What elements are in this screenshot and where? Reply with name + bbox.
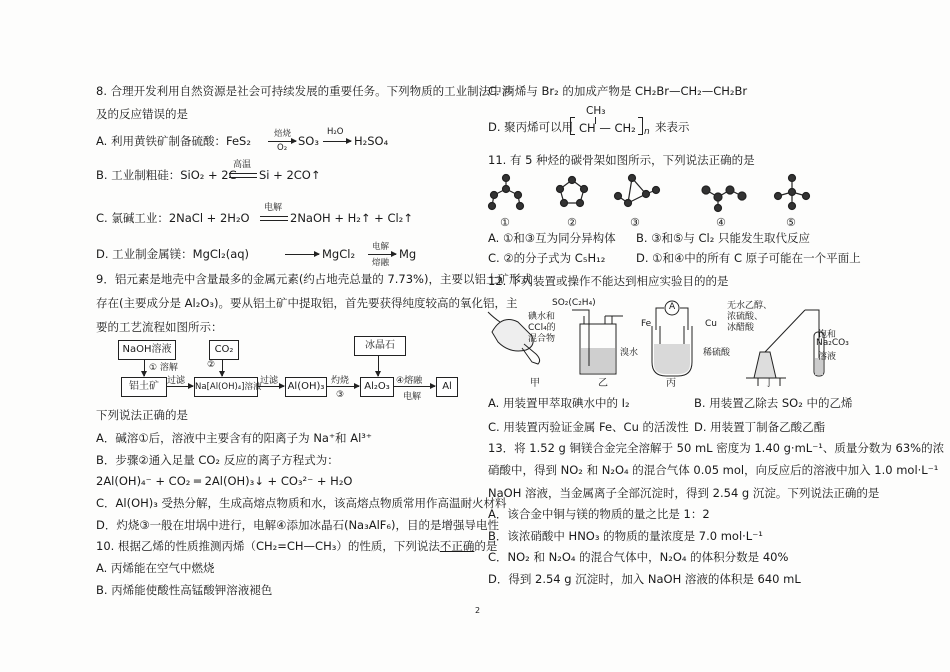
skeleton-3 (615, 175, 660, 207)
q9-ask: 下列说法正确的是 (96, 408, 188, 422)
q12-name-jia: 甲 (530, 378, 540, 389)
q12-ding-right3: 溶液 (818, 352, 837, 362)
q12-jia-label3: 混合物 (528, 334, 556, 344)
page-number: 2 (475, 606, 481, 615)
q13-option-b: B．该浓硝酸中 HNO₃ 的物质的量浓度是 7.0 mol·L⁻¹ (488, 529, 763, 543)
q13-stem-line2: 硝酸中，得到 NO₂ 和 N₂O₄ 的混合气体 0.05 mol，向反应后的溶液中加入 1.0 mol·L⁻¹ (488, 463, 939, 477)
skeleton-4 (702, 186, 746, 212)
flow-calc: 灼烧 (331, 376, 350, 386)
skeleton-2 (557, 177, 588, 207)
q13-option-d: D．得到 2.54 g 沉淀时，加入 NaOH 溶液的体积是 640 mL (488, 572, 801, 586)
q8-a-h2so4: H₂SO₄ (354, 134, 389, 148)
flow-filter2: 过滤 (260, 376, 279, 386)
q10-option-a: A. 丙烯能在空气中燃烧 (96, 561, 215, 575)
q8-a-cond-bot: O₂ (277, 143, 288, 153)
q10-d-ch3: CH₃ (586, 105, 606, 117)
skeleton-5 (775, 175, 810, 210)
q8-option-b: B. 工业制粗硅：SiO₂ + 2C (96, 168, 237, 182)
q11-option-a: A. ①和③互为同分异构体 (488, 231, 616, 245)
flow-co2-box: CO₂ (209, 340, 239, 360)
q11-option-c: C. ②的分子式为 C₅H₁₂ (488, 251, 606, 265)
flow-arrow-4 (393, 386, 435, 387)
q12-ding-label3: 冰醋酸 (727, 323, 755, 333)
flow-arrow-1 (166, 386, 193, 387)
flow-elec: 电解 (403, 392, 422, 402)
q8-c-products: 2NaOH + H₂↑ + Cl₂↑ (290, 211, 413, 225)
skeleton-label-4: ④ (716, 216, 726, 229)
q8-b-cond: 高温 (233, 160, 252, 170)
flow-step3: ③ (336, 390, 345, 400)
q13-stem-line1: 13．将 1.52 g 铜镁合金完全溶解于 50 mL 密度为 1.40 g·mL⁻¹、质量分数为 63%的浓 (488, 441, 945, 455)
flow-arrow-cryolite (378, 355, 379, 376)
q12-bing-fe: Fe (641, 319, 652, 329)
flow-step1: ① 溶解 (149, 363, 178, 373)
q8-a-so3: SO₃ (298, 134, 319, 148)
q9-option-c: C．Al(OH)₃ 受热分解，生成高熔点物质和水，该高熔点物质常用作高温耐火材料 (96, 496, 507, 510)
q12-bing-cu: Cu (705, 319, 717, 329)
q8-c-equals (260, 216, 288, 221)
skeleton-label-1: ① (500, 216, 510, 229)
q10-stem-emphasis: 不正确 (439, 539, 475, 553)
q8-d-arrow1 (285, 254, 319, 255)
q8-option-a: A. 利用黄铁矿制备硫酸：FeS₂ (96, 134, 251, 148)
q12-bing-acid: 稀硫酸 (703, 348, 731, 358)
q8-stem-line1: 8. 合理开发利用自然资源是社会可持续发展的重要任务。下列物质的工业制法中涉 (96, 84, 514, 98)
q13-option-c: C．NO₂ 和 N₂O₄ 的混合气体中，N₂O₄ 的体积分数是 40% (488, 550, 789, 564)
q9-option-d: D．灼烧③一般在坩埚中进行，电解④添加冰晶石(Na₃AlF₆)，目的是增强导电性 (96, 518, 499, 532)
skeleton-label-5: ⑤ (786, 216, 796, 229)
q9-option-b2: 2Al(OH)₄⁻ + CO₂ ═ 2Al(OH)₃↓ + CO₃²⁻ + H₂O (96, 474, 353, 488)
q8-d-arrow2 (368, 254, 396, 255)
flow-al2o3-box: Al₂O₃ (360, 377, 394, 397)
q8-a-arrow1 (268, 141, 296, 142)
q12-yi-gas: SO₂(C₂H₄) (552, 298, 596, 308)
flow-aloh3-box: Al(OH)₃ (285, 377, 327, 397)
q13-stem-line3: NaOH 溶液，当金属离子全部沉淀时，得到 2.54 g 沉淀。下列说法正确的是 (488, 486, 880, 500)
q10-option-d-pre: D. 聚丙烯可以用 (488, 120, 574, 134)
q12-option-a: A. 用装置甲萃取碘水中的 I₂ (488, 396, 630, 410)
q8-d-cond-bot: 熔融 (372, 258, 390, 268)
q10-d-n: n (644, 127, 650, 137)
q8-b-equals (229, 173, 257, 178)
flow-arrow-co2 (222, 359, 223, 376)
flow-step4: ④熔融 (396, 376, 423, 386)
flow-filter1: 过滤 (167, 376, 186, 386)
q13-option-a: A．该合金中铜与镁的物质的量之比是 1：2 (488, 507, 710, 521)
q12-option-b: B. 用装置乙除去 SO₂ 中的乙烯 (694, 396, 853, 410)
q10-stem-post: 的是 (474, 539, 498, 553)
flow-al-box: Al (436, 377, 458, 397)
q8-a-cond-top2: H₂O (327, 127, 344, 137)
flow-cryolite-box: 冰晶石 (354, 336, 406, 356)
q8-d-mg: Mg (399, 247, 417, 261)
flow-arrow-naoh (144, 359, 145, 376)
q10-option-c: C. 丙烯与 Br₂ 的加成产物是 CH₂Br—CH₂—CH₂Br (488, 84, 748, 98)
q12-name-ding: 丁 (764, 378, 774, 389)
q9-option-a: A．碱溶①后，溶液中主要含有的阳离子为 Na⁺和 Al³⁺ (96, 431, 372, 445)
apparatus-yi (572, 310, 623, 374)
q8-a-arrow2 (323, 141, 351, 142)
q12-stem: 12. 下列装置或操作不能达到相应实验目的的是 (488, 274, 729, 288)
q12-option-d: D. 用装置丁制备乙酸乙酯 (694, 420, 826, 434)
flow-naoh-box: NaOH溶液 (118, 340, 176, 360)
q11-option-d: D. ①和④中的所有 C 原子可能在一个平面上 (636, 251, 861, 265)
q9-stem-line2: 存在(主要成分是 Al₂O₃)。要从铝土矿中提取铝，首先要获得纯度较高的氧化铝，主 (96, 296, 518, 310)
q11-carbon-skeletons (480, 170, 820, 232)
q12-yi-liquid: 溴水 (620, 348, 639, 358)
q12-option-c: C. 用装置丙验证金属 Fe、Cu 的活泼性 (488, 420, 689, 434)
q12-jia-label1: 碘水和 (528, 312, 556, 322)
q10-stem-pre: 10. 根据乙烯的性质推测丙烯（CH₂=CH—CH₃）的性质，下列说法 (96, 539, 440, 553)
q10-d-bracket-left (570, 117, 575, 135)
skeleton-label-2: ② (567, 216, 577, 229)
apparatus-bing (652, 301, 692, 376)
flow-bauxite-box: 铝土矿 (121, 377, 167, 397)
q12-jia-label2: CCl₄的 (528, 323, 556, 333)
q10-d-chain: CH — CH₂ (579, 121, 636, 135)
q8-d-mgcl2: MgCl₂ (322, 247, 356, 261)
q11-stem: 11. 有 5 种烃的碳骨架如图所示，下列说法正确的是 (488, 153, 755, 167)
q12-ding-label1: 无水乙醇、 (727, 301, 773, 311)
q12-ding-right2: Na₂CO₃ (816, 338, 849, 348)
q10-option-d-post: 来表示 (655, 120, 690, 134)
q12-ding-label2: 浓硫酸、 (727, 312, 764, 322)
q10-d-bracket-right (638, 117, 643, 135)
q8-c-cond: 电解 (264, 203, 283, 213)
flow-arrow-2 (257, 386, 284, 387)
q11-option-b: B. ③和⑤与 Cl₂ 只能发生取代反应 (636, 231, 810, 245)
q12-bing-ammeter: A (669, 302, 676, 312)
q8-d-cond-top: 电解 (372, 242, 390, 252)
skeleton-label-3: ③ (630, 216, 640, 229)
q10-stem (96, 539, 497, 553)
flow-naaloh-box: Na[Al(OH)₄]溶液 (194, 377, 258, 397)
q12-ding-right1: 饱和 (818, 330, 837, 340)
q12-name-yi: 乙 (598, 378, 608, 389)
q8-stem-line2: 及的反应错误的是 (96, 107, 188, 121)
q12-name-bing: 丙 (666, 378, 676, 389)
q9-option-b1: B．步骤②通入足量 CO₂ 反应的离子方程式为： (96, 453, 339, 467)
flow-step2: ② (207, 360, 216, 370)
q8-a-cond-top: 焙烧 (274, 129, 292, 139)
q8-b-products: Si + 2CO↑ (259, 168, 321, 182)
skeleton-1 (489, 175, 524, 210)
q10-option-b: B. 丙烯能使酸性高锰酸钾溶液褪色 (96, 583, 273, 597)
q8-option-d: D. 工业制金属镁：MgCl₂(aq) (96, 247, 250, 261)
flow-arrow-3 (326, 386, 359, 387)
q9-stem-line3: 要的工艺流程如图所示： (96, 320, 223, 334)
q9-stem-line1: 9．铝元素是地壳中含量最多的金属元素(约占地壳总量的 7.73%)，主要以铝土矿形式 (96, 272, 532, 286)
q8-option-c: C. 氯碱工业：2NaCl + 2H₂O (96, 211, 250, 225)
